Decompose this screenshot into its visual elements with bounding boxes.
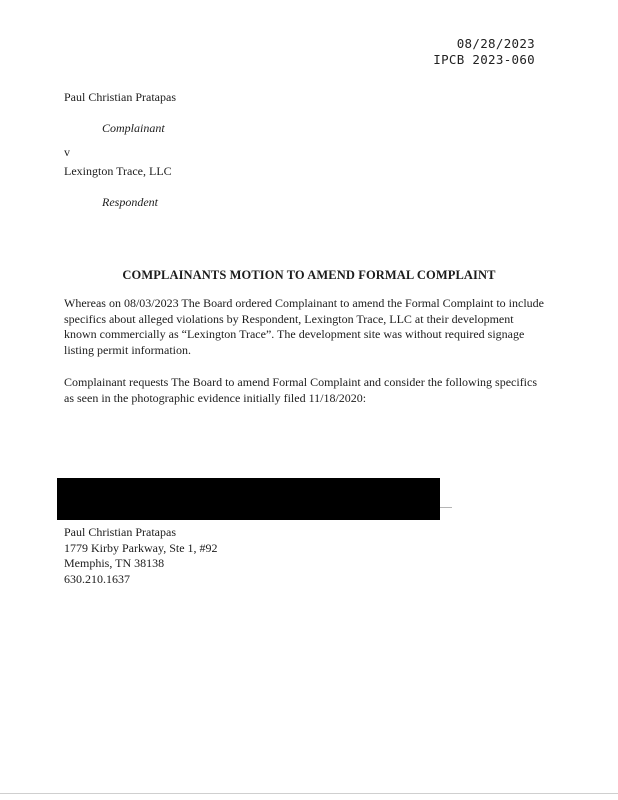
versus-label: v bbox=[64, 145, 70, 159]
case-number: IPCB 2023-060 bbox=[433, 52, 535, 67]
address-line-2: Memphis, TN 38138 bbox=[64, 556, 165, 570]
signature-line bbox=[440, 507, 452, 508]
complainant-name: Paul Christian Pratapas bbox=[64, 90, 176, 104]
address-line-1: 1779 Kirby Parkway, Ste 1, #92 bbox=[64, 540, 218, 555]
document-title: COMPLAINANTS MOTION TO AMEND FORMAL COMPLAINT bbox=[122, 268, 496, 282]
respondent-role: Respondent bbox=[102, 195, 158, 209]
signer-name: Paul Christian Pratapas bbox=[64, 525, 176, 539]
signature-address-block bbox=[64, 525, 218, 587]
phone-number: 630.210.1637 bbox=[64, 571, 130, 586]
body-paragraph-1: Whereas on 08/03/2023 The Board ordered Complainant to amend the Formal Complaint to include specifics about alleged violations by Respondent, Lexington Trace, LLC at their development known commercially as “Lexington Trace”. The development site was without required signage listing permit information. bbox=[64, 296, 545, 357]
page-bottom-rule bbox=[0, 793, 618, 794]
redacted-signature bbox=[57, 478, 440, 520]
complainant-role: Complainant bbox=[102, 121, 165, 135]
body-paragraph-2: Complainant requests The Board to amend Formal Complaint and consider the following specifics as seen in the photographic evidence initially filed 11/18/2020: bbox=[64, 375, 538, 405]
respondent-name: Lexington Trace, LLC bbox=[64, 164, 172, 178]
filing-stamp bbox=[433, 36, 535, 68]
filing-date: 08/28/2023 bbox=[456, 36, 535, 51]
